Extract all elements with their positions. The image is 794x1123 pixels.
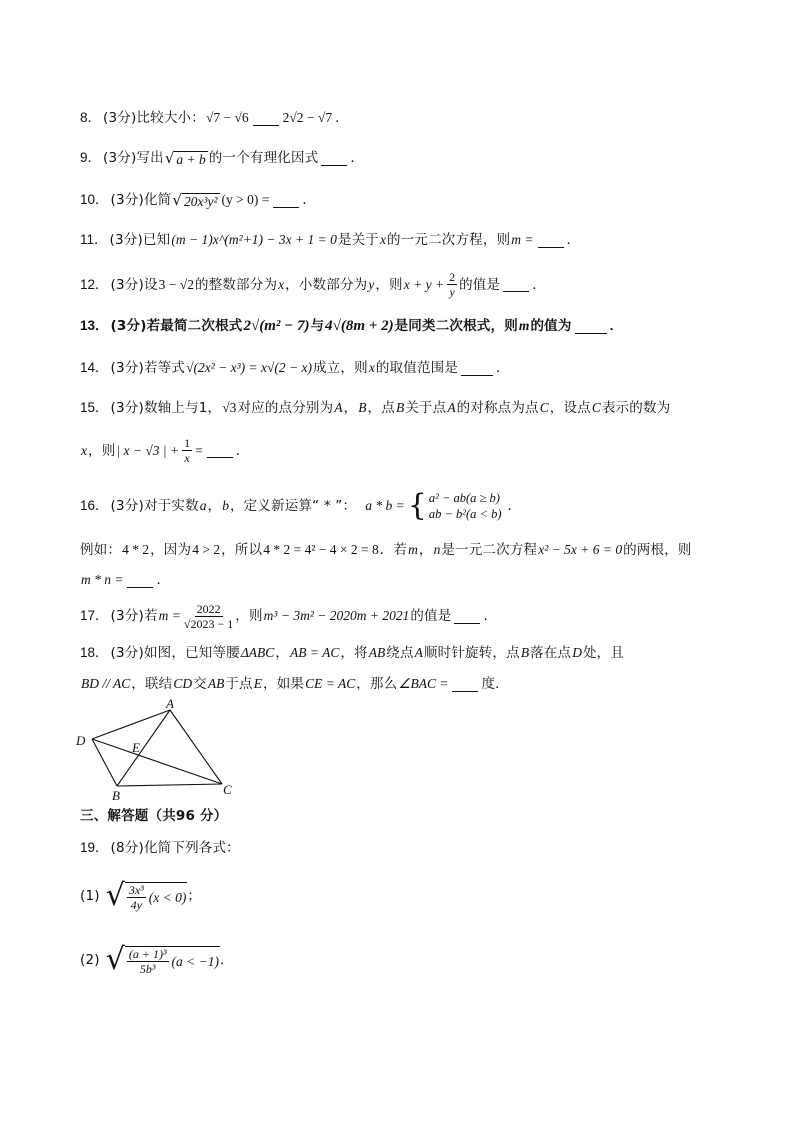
radicand <box>125 882 188 912</box>
answer-blank[interactable] <box>207 443 233 458</box>
triangle-label: ΔABC <box>240 645 275 660</box>
variable: b <box>222 498 229 513</box>
question-text: ，则 <box>235 608 263 624</box>
question-text: 比较大小： <box>136 110 205 126</box>
expression: m = <box>158 608 181 623</box>
answer-blank[interactable] <box>461 361 493 376</box>
point-label: A <box>334 400 343 415</box>
numerator: (a + 1)³ <box>128 947 167 961</box>
condition: (a < −1) <box>171 953 220 969</box>
punctuation: ， <box>418 542 433 558</box>
variable: x <box>81 442 87 458</box>
punctuation: ， <box>343 400 358 416</box>
question-text: ，所以 <box>221 542 263 558</box>
equation: CE = AC <box>305 676 356 691</box>
question-text: ，设点 <box>549 400 591 416</box>
equation: x² − 5x + 6 = 0 <box>538 542 623 557</box>
expression: m * n = <box>81 572 124 587</box>
variable: x <box>368 360 375 375</box>
segment-label: CD <box>173 676 193 691</box>
case-1: a² − ab(a ≥ b) <box>428 491 500 505</box>
score: (3分) <box>110 192 144 208</box>
expression: m³ − 3m² − 2020m + 2021 <box>263 608 410 623</box>
question-text: 与 <box>310 318 325 334</box>
question-number: 12． <box>80 276 109 292</box>
point-label: B <box>520 645 530 660</box>
label-D: D <box>76 733 86 748</box>
period: ． <box>507 498 522 514</box>
punctuation: ， <box>275 645 289 661</box>
question-text: 设 <box>143 276 158 293</box>
question-19-part-2 <box>80 938 730 982</box>
radical-expression: 4√(8m + 2) <box>325 318 394 334</box>
expression: 4 * 2 = 4² − 4 × 2 = 8 <box>263 542 379 557</box>
point-label: B <box>395 400 405 415</box>
question-text: 如图，已知等腰 <box>143 645 240 661</box>
question-number: 10． <box>80 192 109 207</box>
denominator: √2023 − 1 <box>183 616 234 631</box>
question-number: 15． <box>80 400 109 415</box>
label-C: C <box>223 782 232 797</box>
question-number: 18． <box>80 645 109 660</box>
point-label: E <box>253 676 262 691</box>
question-text: 成立，则 <box>313 360 368 376</box>
question-13 <box>80 316 730 336</box>
variable: y <box>368 276 375 292</box>
question-text: ，联结 <box>131 676 173 692</box>
question-text: 处，且 <box>582 645 625 661</box>
period: ． <box>532 276 546 293</box>
radicand: 20x³y² <box>183 193 218 209</box>
question-number: 11． <box>80 232 108 247</box>
denominator: 5b³ <box>139 962 156 976</box>
question-text: 例如： <box>80 542 122 558</box>
question-text: 的一元二次方程，则 <box>386 232 511 248</box>
numerator: 2 <box>449 270 456 284</box>
question-18 <box>80 643 730 663</box>
numerator: 3x³ <box>128 883 144 897</box>
radical-expression: √3 <box>222 400 237 415</box>
segment-AC <box>170 710 222 784</box>
angle-expression: ∠BAC = <box>398 676 449 691</box>
question-14 <box>80 358 730 378</box>
segment-label: AB <box>207 676 225 691</box>
case-2: ab − b²(a < b) <box>428 507 502 521</box>
variable: m <box>518 318 530 333</box>
question-19-part-1 <box>80 874 730 918</box>
question-number: 8． <box>80 110 102 125</box>
question-text: 的一个有理化因式 <box>208 150 319 166</box>
period: ． <box>496 360 510 376</box>
answer-blank[interactable] <box>538 233 564 248</box>
question-text: 的取值范围是 <box>375 360 459 376</box>
numerator: 2022 <box>196 601 221 616</box>
score: (3分) <box>110 498 144 514</box>
segment-BC <box>117 784 222 786</box>
segment-label: AB <box>368 645 386 660</box>
question-10 <box>80 190 730 210</box>
question-16 <box>80 488 730 524</box>
answer-blank[interactable] <box>454 609 480 624</box>
question-text: 顺时针旋转，点 <box>423 645 520 661</box>
label-A: A <box>166 696 174 711</box>
question-text: 的值为 <box>530 318 572 334</box>
question-text: ，将 <box>340 645 368 661</box>
answer-blank[interactable] <box>127 573 153 588</box>
variable: x <box>278 276 285 292</box>
question-text: 写出 <box>136 150 164 166</box>
period: ． <box>156 572 170 588</box>
expression: x + y + <box>403 276 445 292</box>
question-text: 化简下列各式： <box>143 840 240 856</box>
punctuation: ， <box>207 498 222 514</box>
question-text: 于点 <box>225 676 253 692</box>
score: (3分) <box>110 400 144 416</box>
question-text: 对于实数 <box>143 498 199 514</box>
question-19 <box>80 838 730 858</box>
period: ． <box>335 110 349 126</box>
question-text: 度． <box>481 676 509 692</box>
score: (3分) <box>110 276 144 293</box>
expression: 2√2 − √7 <box>282 110 333 125</box>
question-text: ，那么 <box>356 676 398 692</box>
equation: AB = AC <box>290 645 340 660</box>
question-text: 是关于 <box>337 232 379 248</box>
fraction <box>182 436 192 465</box>
fraction <box>127 947 169 976</box>
question-text: 若等式 <box>143 360 186 376</box>
punctuation: ； <box>187 888 202 904</box>
question-text: 落在点 <box>530 645 572 661</box>
question-text: 的整数部分为 <box>194 276 278 293</box>
score: (3分) <box>103 150 137 166</box>
definition: a * b = <box>365 498 405 513</box>
segment-AB <box>117 710 170 786</box>
radicand: a + b <box>176 151 206 167</box>
question-text: ．若 <box>379 542 408 558</box>
radicand <box>125 946 220 976</box>
segment-DC <box>92 739 222 784</box>
question-text: 是同类二次根式，则 <box>394 318 518 334</box>
numerator: 1 <box>184 436 191 450</box>
section-title: 三、解答题（共96 分） <box>80 808 228 824</box>
radical-expression: 2√(m² − 7) <box>243 318 310 334</box>
period: ． <box>350 150 364 166</box>
question-18-continued <box>80 674 730 694</box>
question-16-example <box>80 540 730 560</box>
score: (3分) <box>110 645 144 661</box>
question-text: 关于点 <box>405 400 447 416</box>
question-number: 19． <box>80 840 109 855</box>
variable: x <box>379 232 386 247</box>
question-15 <box>80 398 730 418</box>
question-17 <box>80 602 730 630</box>
geometry-figure <box>72 696 242 804</box>
answer-blank[interactable] <box>503 277 529 292</box>
question-number: 14． <box>80 360 109 375</box>
period: ． <box>609 318 624 334</box>
condition: (x < 0) <box>148 889 187 905</box>
part-label: (1) <box>80 888 100 904</box>
question-11 <box>80 230 730 250</box>
label-B: B <box>112 788 120 803</box>
expression: | x − √3 | + <box>116 442 180 458</box>
answer-expression: m = <box>511 232 534 247</box>
question-text: 是一元二次方程 <box>441 542 538 558</box>
denominator: x <box>184 451 190 465</box>
equals: = <box>195 442 203 458</box>
equation: √(2x² − x³) = x√(2 − x) <box>186 360 313 375</box>
question-text: 绕点 <box>386 645 414 661</box>
question-text: 的两根，则 <box>623 542 692 558</box>
score: (3分) <box>110 360 144 376</box>
score: (3分) <box>110 318 147 334</box>
sqrt-expression: √ 20x³y² <box>172 190 218 209</box>
question-text: ，因为 <box>150 542 192 558</box>
expression: √7 − √6 <box>205 110 249 125</box>
answer-blank[interactable] <box>253 111 279 126</box>
period: ． <box>235 442 250 459</box>
question-number: 16． <box>80 498 109 513</box>
answer-blank[interactable] <box>452 677 478 692</box>
piecewise-cases <box>429 490 502 522</box>
point-label: C <box>591 400 601 415</box>
question-text: ，则 <box>375 276 403 293</box>
point-label: A <box>414 645 423 660</box>
point-label: B <box>358 400 367 415</box>
variable: n <box>433 542 441 557</box>
question-text: ，点 <box>367 400 395 416</box>
question-text: 的值是 <box>459 276 501 293</box>
question-12 <box>80 270 730 299</box>
expression: 3 − √2 <box>158 276 194 292</box>
question-text: ，小数部分为 <box>285 276 368 293</box>
equation: (m − 1)x^(m²+1) − 3x + 1 = 0 <box>171 232 337 247</box>
question-text: ，定义新运算“ * ”： <box>229 498 357 514</box>
radical-sign: √ <box>105 942 125 977</box>
answer-blank[interactable] <box>321 151 347 166</box>
score: (3分) <box>110 608 144 624</box>
fraction <box>127 883 146 912</box>
question-text: 表示的数为 <box>601 400 671 416</box>
expression: 4 > 2 <box>192 542 221 557</box>
point-label: D <box>572 645 582 660</box>
denominator: y <box>449 285 455 299</box>
question-text: 已知 <box>142 232 171 248</box>
expression: 4 * 2 <box>122 542 150 557</box>
denominator: 4y <box>130 898 142 912</box>
question-text: 若 <box>143 608 158 624</box>
question-16-answer <box>80 570 730 590</box>
condition: (y > 0) = <box>221 192 270 207</box>
question-text: 化简 <box>143 192 172 208</box>
segment-DA <box>92 710 170 739</box>
question-text: ，如果 <box>263 676 305 692</box>
question-text: 交 <box>193 676 207 692</box>
question-text: 的值是 <box>410 608 452 624</box>
question-number: 13． <box>80 318 109 333</box>
question-text: 对应的点分别为 <box>237 400 334 416</box>
question-15-continued <box>80 436 730 465</box>
point-label: C <box>539 400 549 415</box>
period: ． <box>566 232 581 248</box>
part-label: (2) <box>80 952 100 968</box>
question-number: 17． <box>80 608 109 623</box>
question-8 <box>80 108 730 128</box>
punctuation: ． <box>220 952 234 968</box>
question-text: 数轴上与1， <box>143 400 222 416</box>
score: (8分) <box>110 840 144 856</box>
score: (3分) <box>103 110 137 126</box>
answer-blank[interactable] <box>273 193 299 208</box>
score: (3分) <box>109 232 143 248</box>
fraction <box>184 602 233 631</box>
question-number: 9． <box>80 150 102 165</box>
parallel-statement: BD // AC <box>81 676 131 691</box>
question-text: ，则 <box>88 442 116 459</box>
sqrt-expression: √ a + b <box>164 148 206 167</box>
label-E: E <box>132 740 140 755</box>
left-brace: { <box>407 488 427 523</box>
variable: m <box>408 542 418 557</box>
question-text: 的对称点为点 <box>456 400 539 416</box>
question-9 <box>80 148 730 168</box>
answer-blank[interactable] <box>575 319 607 334</box>
point-label: A <box>447 400 456 415</box>
period: ． <box>483 608 497 624</box>
radical-sign: √ <box>105 878 125 913</box>
fraction <box>447 270 457 299</box>
period: ． <box>302 192 316 208</box>
variable: a <box>199 498 207 513</box>
question-text: 若最简二次根式 <box>146 318 243 334</box>
